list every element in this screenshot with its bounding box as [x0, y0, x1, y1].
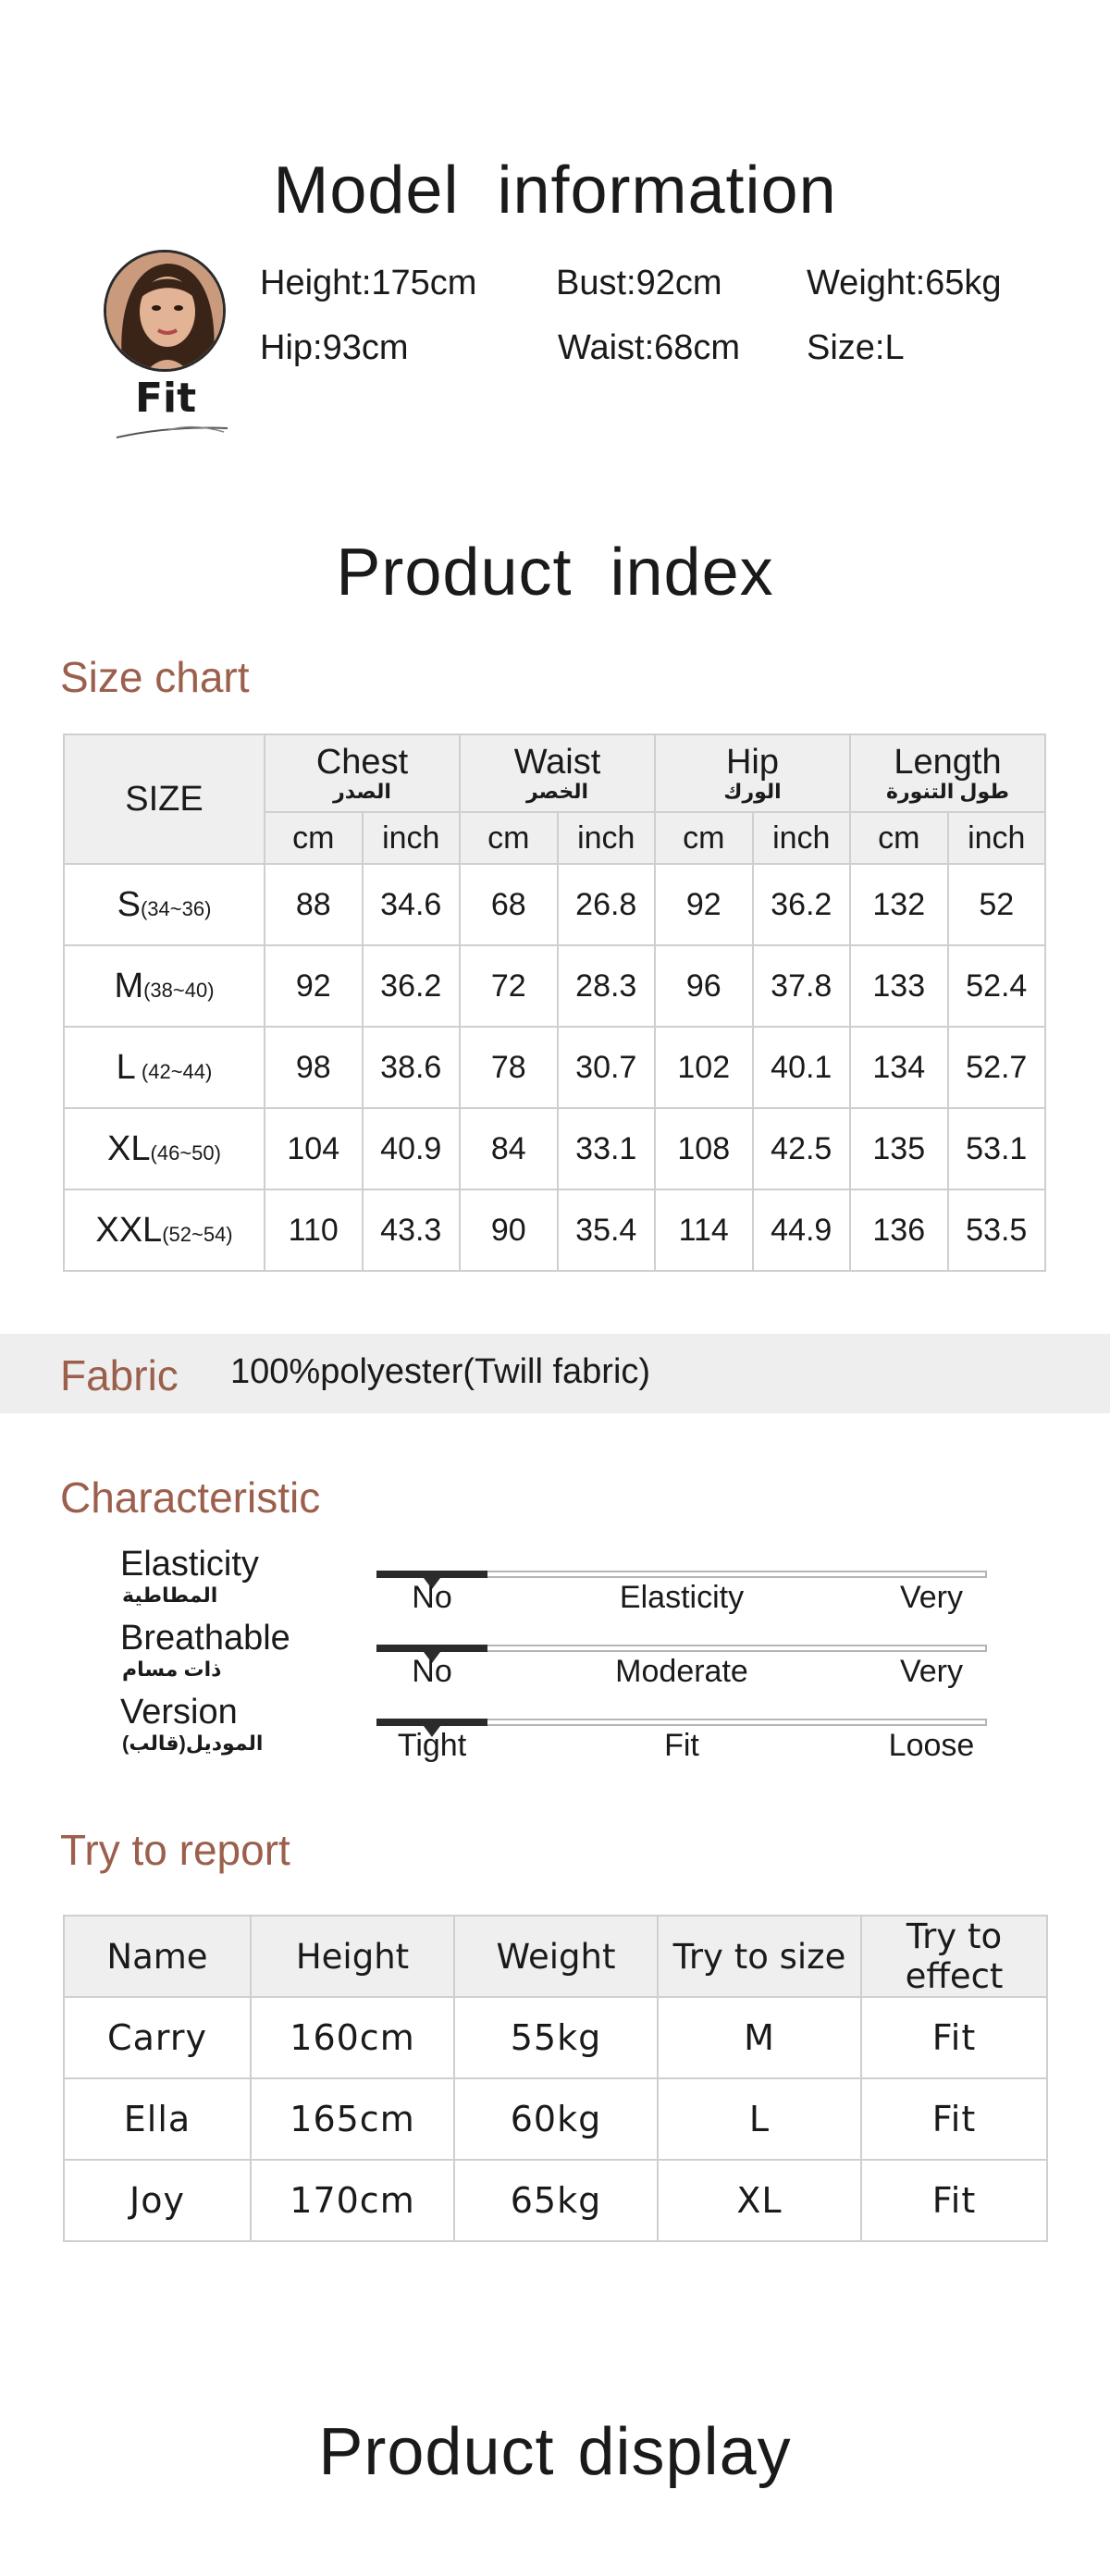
characteristic-label: Version — [120, 1693, 238, 1732]
size-value-cell: 34.6 — [363, 864, 461, 945]
characteristic-scale-fill — [376, 1645, 487, 1652]
characteristic-option: Elasticity — [619, 1580, 745, 1615]
characteristic-option: Tight — [397, 1728, 467, 1763]
size-value-cell: 84 — [460, 1108, 558, 1189]
report-cell: Fit — [861, 1997, 1047, 2078]
size-row — [64, 945, 1045, 1027]
unit-header: cm — [850, 812, 948, 864]
size-value-cell: 102 — [655, 1027, 753, 1108]
size-chart-heading: Size chart — [60, 653, 250, 701]
model-size: Size:L — [807, 328, 905, 367]
report-cell: 170cm — [251, 2160, 454, 2241]
report-row — [64, 1997, 1047, 2078]
size-value-cell: 68 — [460, 864, 558, 945]
size-value-cell: 134 — [850, 1027, 948, 1108]
size-value-cell: 108 — [655, 1108, 753, 1189]
model-hip: Hip:93cm — [260, 328, 409, 367]
product-display-title: Product display — [318, 2415, 792, 2489]
report-cell: Ella — [64, 2078, 251, 2160]
report-header-row — [64, 1916, 1047, 1997]
fabric-value: 100%polyester(Twill fabric) — [230, 1352, 651, 1391]
size-label — [64, 864, 265, 945]
report-cell: XL — [658, 2160, 861, 2241]
characteristic-option: Very — [899, 1654, 964, 1689]
report-cell: M — [658, 1997, 861, 2078]
unit-header: cm — [460, 812, 558, 864]
size-value-cell: 53.1 — [948, 1108, 1046, 1189]
report-row — [64, 2078, 1047, 2160]
characteristic-scale-fill — [376, 1719, 487, 1726]
size-value-cell: 53.5 — [948, 1189, 1046, 1271]
size-label — [64, 1108, 265, 1189]
size-value-cell: 43.3 — [363, 1189, 461, 1271]
unit-header: inch — [363, 812, 461, 864]
report-cell: Carry — [64, 1997, 251, 2078]
size-row — [64, 864, 1045, 945]
report-header-cell: Try to effect — [861, 1916, 1047, 1997]
size-value-cell: 72 — [460, 945, 558, 1027]
size-value-cell: 52 — [948, 864, 1046, 945]
model-bust: Bust:92cm — [556, 264, 722, 302]
size-value-cell: 133 — [850, 945, 948, 1027]
characteristic-option: Fit — [664, 1728, 699, 1763]
model-info-title: Model information — [273, 154, 837, 228]
chest-header: Chest الصدر — [265, 734, 460, 812]
model-height: Height:175cm — [260, 264, 477, 302]
size-value-cell: 96 — [655, 945, 753, 1027]
size-value-cell: 40.1 — [753, 1027, 851, 1108]
characteristic-label-ar: المطاطية — [122, 1584, 218, 1607]
size-value-cell: 78 — [460, 1027, 558, 1108]
size-row — [64, 1108, 1045, 1189]
product-index-title: Product index — [336, 536, 774, 610]
size-label — [64, 945, 265, 1027]
size-value-cell: 36.2 — [363, 945, 461, 1027]
hip-header: Hip الورك — [655, 734, 850, 812]
characteristic-option: Moderate — [615, 1654, 748, 1689]
size-range: (34~36) — [140, 896, 212, 920]
report-header-cell: Weight — [454, 1916, 658, 1997]
report-cell: 55kg — [454, 1997, 658, 2078]
model-waist: Waist:68cm — [558, 328, 741, 367]
report-cell: Joy — [64, 2160, 251, 2241]
report-row — [64, 2160, 1047, 2241]
size-range: (38~40) — [143, 978, 215, 1002]
size-value-cell: 33.1 — [558, 1108, 656, 1189]
size-name: M — [114, 966, 144, 1005]
model-weight: Weight:65kg — [807, 264, 1002, 302]
report-cell: 160cm — [251, 1997, 454, 2078]
size-value-cell: 42.5 — [753, 1108, 851, 1189]
characteristic-option: Very — [899, 1580, 964, 1615]
size-value-cell: 28.3 — [558, 945, 656, 1027]
unit-header: inch — [948, 812, 1046, 864]
report-cell: Fit — [861, 2078, 1047, 2160]
size-range: (46~50) — [150, 1140, 221, 1165]
try-report-heading: Try to report — [60, 1826, 290, 1874]
model-avatar — [104, 250, 226, 372]
characteristic-option: No — [412, 1654, 452, 1689]
size-name: XXL — [95, 1210, 163, 1250]
signature-swoosh — [113, 421, 233, 441]
fit-badge: Fit — [135, 375, 197, 422]
size-name: XL — [107, 1128, 151, 1168]
size-value-cell: 92 — [265, 945, 363, 1027]
size-value-cell: 98 — [265, 1027, 363, 1108]
size-value-cell: 44.9 — [753, 1189, 851, 1271]
size-value-cell: 52.4 — [948, 945, 1046, 1027]
unit-header: inch — [753, 812, 851, 864]
characteristic-heading: Characteristic — [60, 1473, 321, 1522]
report-header-cell: Try to size — [658, 1916, 861, 1997]
characteristic-label: Breathable — [120, 1619, 290, 1658]
size-value-cell: 114 — [655, 1189, 753, 1271]
size-value-cell: 92 — [655, 864, 753, 945]
unit-header: cm — [265, 812, 363, 864]
report-cell: 65kg — [454, 2160, 658, 2241]
size-value-cell: 37.8 — [753, 945, 851, 1027]
size-value-cell: 40.9 — [363, 1108, 461, 1189]
report-cell: L — [658, 2078, 861, 2160]
characteristic-label: Elasticity — [120, 1545, 259, 1584]
size-label — [64, 1027, 265, 1108]
size-chart-table — [63, 733, 1046, 1272]
size-value-cell: 136 — [850, 1189, 948, 1271]
size-column-header: SIZE — [64, 734, 265, 864]
length-header: Length طول التنورة — [850, 734, 1045, 812]
size-name: S — [117, 884, 141, 924]
size-value-cell: 36.2 — [753, 864, 851, 945]
size-value-cell: 90 — [460, 1189, 558, 1271]
size-value-cell: 132 — [850, 864, 948, 945]
size-value-cell: 30.7 — [558, 1027, 656, 1108]
size-name: L — [116, 1047, 136, 1087]
characteristic-scale-fill — [376, 1571, 487, 1578]
size-value-cell: 38.6 — [363, 1027, 461, 1108]
waist-header: Waist الخصر — [460, 734, 655, 812]
try-report-table — [63, 1915, 1048, 2242]
unit-header: inch — [558, 812, 656, 864]
unit-header: cm — [655, 812, 753, 864]
report-header-cell: Name — [64, 1916, 251, 1997]
size-row — [64, 1027, 1045, 1108]
report-cell: Fit — [861, 2160, 1047, 2241]
report-cell: 165cm — [251, 2078, 454, 2160]
size-value-cell: 52.7 — [948, 1027, 1046, 1108]
size-row — [64, 1189, 1045, 1271]
size-value-cell: 110 — [265, 1189, 363, 1271]
size-range: (42~44) — [135, 1059, 213, 1083]
size-value-cell: 35.4 — [558, 1189, 656, 1271]
report-header-cell: Height — [251, 1916, 454, 1997]
characteristic-label-ar: ذات مسام — [122, 1658, 222, 1681]
size-label — [64, 1189, 265, 1271]
characteristic-option: Loose — [888, 1728, 975, 1763]
size-value-cell: 88 — [265, 864, 363, 945]
size-value-cell: 104 — [265, 1108, 363, 1189]
size-range: (52~54) — [162, 1222, 233, 1246]
characteristic-label-ar: الموديل(قالب) — [122, 1732, 264, 1755]
fabric-label: Fabric — [60, 1351, 179, 1399]
characteristic-option: No — [412, 1580, 452, 1615]
size-value-cell: 26.8 — [558, 864, 656, 945]
report-cell: 60kg — [454, 2078, 658, 2160]
size-value-cell: 135 — [850, 1108, 948, 1189]
